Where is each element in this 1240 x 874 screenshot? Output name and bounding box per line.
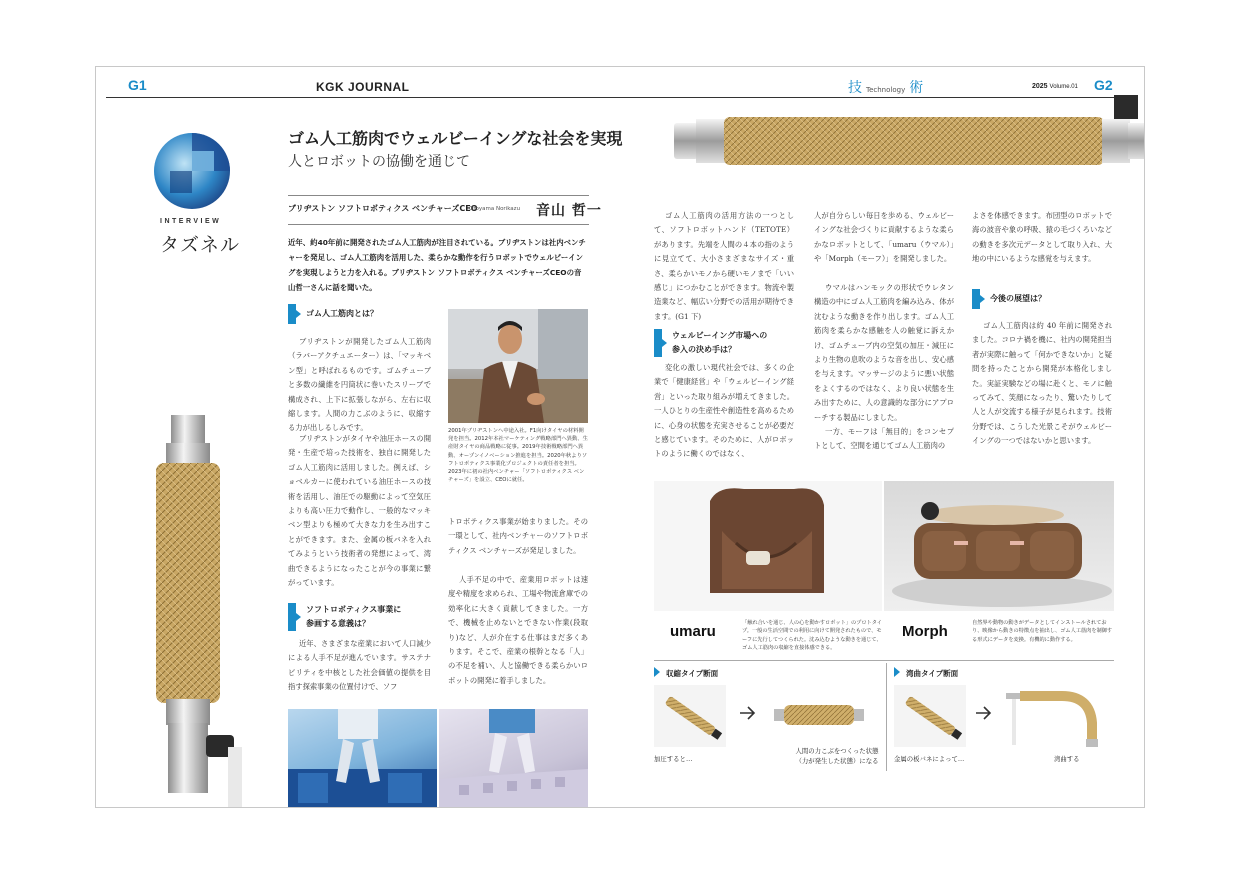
interview-emblem-icon <box>152 131 232 211</box>
contraction-caption-1: 加圧すると… <box>654 755 693 763</box>
section-heading-3: ウェルビーイング市場への 参入の決め手は？ <box>654 329 804 357</box>
volume: Volume.01 <box>1049 84 1078 90</box>
actuator-horizontal-image <box>674 95 1145 185</box>
actuator-vertical-image <box>148 415 258 808</box>
page-number-left: G1 <box>128 77 147 93</box>
person-image <box>448 309 588 423</box>
section-heading-1: ゴム人工筋肉とは？ <box>288 304 438 324</box>
body-text: トロボティクス事業が始まりました。その一環として、社内ベンチャーのソフトロボティクス ベンチャーズが発足しました。 <box>448 517 588 555</box>
triangle-icon <box>894 667 900 677</box>
umaru-caption: 「触れ合いを通じ、人の心を動かすロボット」のプロトタイプ。一般の生活空間での利用に向けて開発されたもので、モーフに先行してつくられた。沈み込むような動きを通じて、ゴム人工筋肉の収縮を直接体感できる。 <box>742 620 882 651</box>
heading-marker <box>288 304 296 324</box>
robot-hand-image <box>439 709 588 808</box>
heading-marker <box>654 329 662 357</box>
article-subtitle: 人とロボットの協働を通じて <box>288 154 470 170</box>
robot-hand-photo-1 <box>288 709 437 808</box>
diagram-separator <box>654 660 1114 661</box>
body-text: よさを体感できます。布団型のロボットで海の波音や象の呼吸、猿の毛づくろいなどの動きを多次元データとして取り入れ、大地の中にいるような感覚を与えます。 <box>972 211 1112 264</box>
contraction-caption-2: 人間の力こぶをつくった状態 （力が発生した状態）になる <box>795 747 879 765</box>
article-title: ゴム人工筋肉でウェルビーイングな社会を実現 <box>288 129 623 148</box>
magazine-spread <box>95 66 1145 808</box>
byline-romaji: Otoyama Norikazu <box>469 206 521 212</box>
byline-rule-top <box>288 195 589 196</box>
robot-hand-photo-2 <box>439 709 588 808</box>
robot-hand-image <box>288 709 437 808</box>
bending-diagram-heading: 湾曲タイプ断面 <box>894 667 958 679</box>
arrow-right-icon <box>976 707 990 719</box>
body-text: 人が自分らしい毎日を歩める、ウェルビーイングな社会づくりに貢献するような柔らかなロボットとして、「umaru（ウマル）」や「Morph（モーフ）」を開発しました。 <box>814 211 954 264</box>
year: 2025 <box>1032 83 1048 90</box>
section-heading-4: 今後の展望は？ <box>972 289 1122 309</box>
section-kanji-2: 術 <box>909 80 924 96</box>
umaru-photo <box>654 481 882 611</box>
journal-name: KGK JOURNAL <box>316 80 410 94</box>
lead-paragraph: 近年、約40年前に開発されたゴム人工筋肉が注目されている。ブリヂストンは社内ベンチャーを発足し、ゴム人工筋肉を活用した、柔らかな動作を行うロボットでウェルビーイングを実現しようと力を入れる。ブリヂストン ソフトロボティクス ベンチャーズCEOの音山哲一さんに話を聞いた。 <box>288 238 586 292</box>
triangle-icon <box>654 667 660 677</box>
bending-caption-1: 金属の板バネによって… <box>894 755 965 763</box>
body-text: 一方、モーフは「無目的」をコンセプトとして、空間を通じてゴム人工筋肉の <box>814 427 954 451</box>
section-heading-2: ソフトロボティクス事業に 参画する意義は？ <box>288 603 438 631</box>
body-text: ウマルはハンモックの形状でウレタン構造の中にゴム人工筋肉を編み込み、体が沈むような動きを作り出します。ゴム人工筋肉を柔らかな感触を人の触覚に訴えかけ、ゴムチューブ内の空気の加圧・減圧により生物の息吹のような音を出し、安心感を与えます。マッサージのように悪い状態をよくするのではなく、より良い状態を生み出すために、人の意識的な部分にアプローチする製品にしました。 <box>814 283 954 422</box>
heading-marker <box>972 289 980 309</box>
bending-caption-2: 湾曲する <box>1054 755 1080 763</box>
bending-diagram <box>894 683 1114 749</box>
body-text: 近年、さまざまな産業において人口減少による人手不足が進んでいます。サステナビリティを中核とした社会価値の提供を目指す探索事業の位置付けで、ソフ <box>288 639 431 692</box>
portrait-caption: 2001年ブリヂストンへ中途入社。F1向けタイヤの材料開発を担当。2012年本社マーケティング戦略部門へ異動、生産財タイヤの商品戦略に従事。2019年技術戦略部門へ異動、オープンイノベーション推進を担当。2020年秋よりソフトロボティクス事業化プロジェクトの責任者を担当。2023年に初の社内ベンチャー「ソフトロボティクス ベンチャーズ」を設立、CEOに就任。 <box>448 428 588 484</box>
body-text: ゴム人工筋肉は約 40 年前に開発されました。コロナ禍を機に、社内の開発担当者が実際に触って「何かできないか」と疑問を持ったことから開発が本格化しました。実証実験などの場に赴くと、モノに触ってみて、笑顔になったり、驚いたりして人と人が交流する様子が見られます。技術分野では、こうした光景こそがウェルビーイングの一つではないかと思います。 <box>972 321 1112 446</box>
byline-name: 音山 哲一 <box>536 203 602 219</box>
page-number-right: G2 <box>1094 77 1113 93</box>
contraction-diagram <box>654 683 882 749</box>
arrow-right-icon <box>740 707 754 719</box>
volume-label <box>1032 83 1078 90</box>
body-text: ブリヂストンがタイヤや油圧ホースの開発・生産で培った技術を、独自に開発したゴム人工筋肉に活用しました。例えば、ショベルカーに使われている油圧ホースの技術を活用し、油圧での駆動によって空気圧よりも高い圧力で動作し、一般的なマッキベン型よりも極めて大きな力を生み出すことができます。また、金属の板バネを入れてみようという技術者の発想によって、湾曲できるようになったことが今の事業に繋がっています。 <box>288 434 431 588</box>
body-text: ブリヂストンが開発したゴム人工筋肉（ラバーアクチュエーター）は、「マッキベン型」と呼ばれるものです。ゴムチューブと多数の繊維を円筒状に巻いたスリーブで構成され、上下に拡張しながら、左右に収縮します。人間の力こぶのように、収縮する力が出しるしみです。 <box>288 337 431 433</box>
morph-bed-image <box>884 481 1114 611</box>
umaru-chair-image <box>654 481 882 611</box>
morph-caption: 自然界や動物の動きがデータとしてインストールされており、映像から動きの特徴点を抽出し、ゴム人工筋肉を制御する形式にデータを変換。有機的に動作する。 <box>972 620 1113 643</box>
interview-title: タズネル <box>160 234 241 256</box>
byline-rule-bottom <box>288 224 589 225</box>
morph-photo <box>884 481 1114 611</box>
section-kanji-1: 技 <box>848 80 862 96</box>
byline-organization: ブリヂストン ソフトロボティクス ベンチャーズCEO <box>288 204 478 213</box>
body-text: 人手不足の中で、産業用ロボットは速度や精度を求められ、工場や物流倉庫での効率化に大きく貢献してきました。一方で、機械を止めないとできない作業(段取り)など、人が介在する仕事はまだ多くあります。そこで、産業の根幹となる「人」の不足を補い、人と協働できる柔らかいロボットの開発に着手しました。 <box>448 575 588 685</box>
contraction-diagram-heading: 収縮タイプ断面 <box>654 667 718 679</box>
body-text: 変化の激しい現代社会では、多くの企業で「健康経営」や「ウェルビーイング経営」といった取り組みが増えてきました。一人ひとりの生産性や創造性を高めるために、心身の状態を充実させることが必要だと感じています。そのために、人がロボットのように働くのではなく、 <box>654 363 794 459</box>
section-label <box>848 77 923 97</box>
body-text: ゴム人工筋肉の活用方法の一つとして、ソフトロボットハンド（TETOTE）があります。先端を人間の４本の指のように見立てて、大小さまざまなサイズ・重さ、柔らかいモノから硬いモノまで「いい感じ」につかむことができます。物流や製造業など、幅広い分野での活用が期待できます。(G1 下) <box>654 211 794 321</box>
morph-brand: Morph <box>902 623 948 640</box>
interview-label: INTERVIEW <box>160 218 222 225</box>
portrait-photo <box>448 309 588 423</box>
heading-marker <box>288 603 296 631</box>
umaru-brand: umaru <box>670 623 716 640</box>
section-english: Technology <box>866 86 906 94</box>
